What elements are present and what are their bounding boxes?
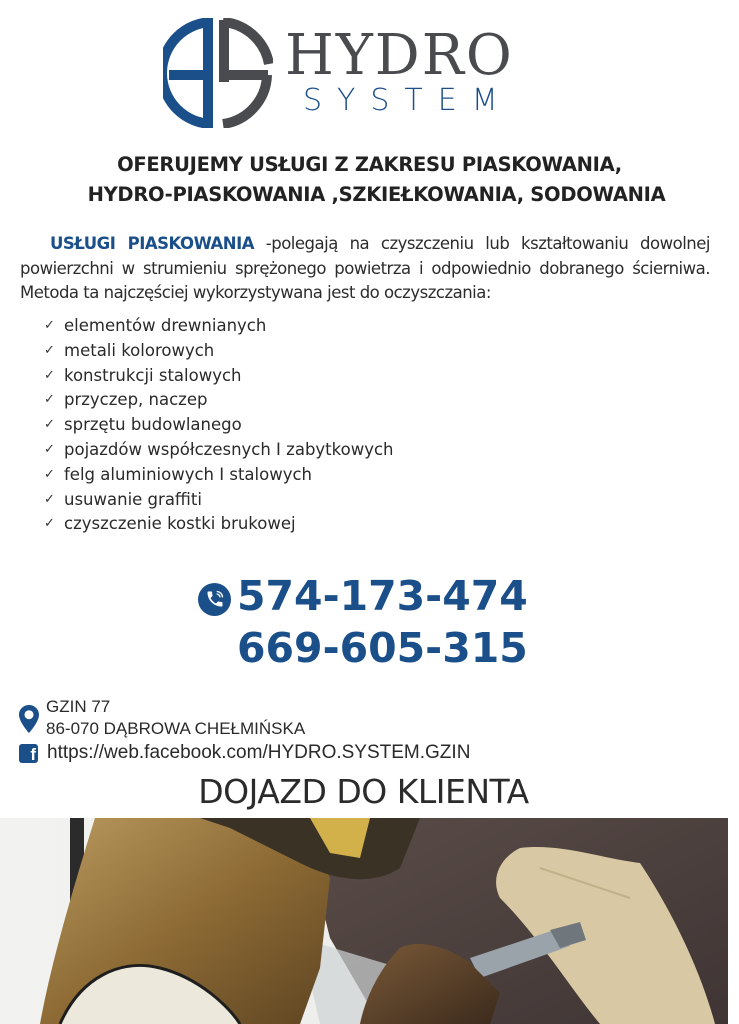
phone-row-1 — [198, 570, 558, 622]
intro-paragraph — [20, 232, 710, 306]
services-headline — [0, 150, 739, 210]
facebook-row — [18, 742, 470, 764]
company-logo — [163, 18, 533, 128]
list-item: ✓ pojazdów współczesnych I zabytkowych — [44, 438, 394, 463]
hs-monogram-icon — [163, 18, 273, 128]
check-icon: ✓ — [44, 392, 55, 408]
address-line-2: 86-070 DĄBROWA CHEŁMIŃSKA — [46, 719, 306, 738]
list-item: ✓ elementów drewnianych — [44, 314, 394, 339]
phone-number-1[interactable]: 574-173-474 — [237, 572, 528, 620]
facebook-link[interactable]: https://web.facebook.com/HYDRO.SYSTEM.GZIN — [47, 742, 471, 763]
services-list — [44, 314, 394, 537]
headline-line-1: OFERUJEMY USŁUGI Z ZAKRESU PIASKOWANIA, — [117, 153, 622, 176]
intro-lead: USŁUGI PIASKOWANIA — [50, 234, 255, 253]
check-icon: ✓ — [44, 491, 55, 507]
phone-row-2 — [198, 622, 558, 674]
facebook-icon: f — [19, 744, 38, 763]
address-line-1: GZIN 77 — [46, 697, 111, 716]
travel-to-client-note: DOJAZD DO KLIENTA — [198, 772, 529, 811]
check-icon: ✓ — [44, 342, 55, 358]
list-item: ✓ sprzętu budowlanego — [44, 413, 394, 438]
list-item: ✓ przyczep, naczep — [44, 388, 394, 413]
list-item: ✓ konstrukcji stalowych — [44, 364, 394, 389]
intro-text: -polegają na czyszczeniu lub kształtowaniu dowolnej powierzchni w strumieniu sprężonego powietrza i odpowiednio dobranego ścierniwa. Metoda ta najczęściej wykorzystywana jest do oczyszczania: — [20, 234, 710, 302]
logo-word-hydro: HYDRO — [285, 23, 514, 88]
check-icon: ✓ — [44, 466, 55, 482]
phone-call-icon — [198, 583, 231, 616]
phone-numbers — [198, 570, 558, 674]
check-icon: ✓ — [44, 417, 55, 433]
list-item: ✓ czyszczenie kostki brukowej — [44, 512, 394, 537]
list-item: ✓ felg aluminiowych I stalowych — [44, 463, 394, 488]
phone-number-2[interactable]: 669-605-315 — [237, 624, 528, 672]
list-item: ✓ usuwanie graffiti — [44, 488, 394, 513]
check-icon: ✓ — [44, 441, 55, 457]
logo-word-system: SYSTEM — [303, 83, 513, 118]
check-icon: ✓ — [44, 318, 55, 333]
headline-line-2: HYDRO-PIASKOWANIA ,SZKIEŁKOWANIA, SODOWANIA — [87, 183, 666, 206]
check-icon: ✓ — [44, 516, 55, 532]
list-item: ✓ metali kolorowych — [44, 339, 394, 364]
check-icon: ✓ — [44, 367, 55, 383]
location-pin-icon — [18, 696, 46, 740]
address-block — [18, 696, 470, 764]
address-row — [18, 696, 470, 740]
sandblasting-worker-photo — [0, 818, 728, 1024]
